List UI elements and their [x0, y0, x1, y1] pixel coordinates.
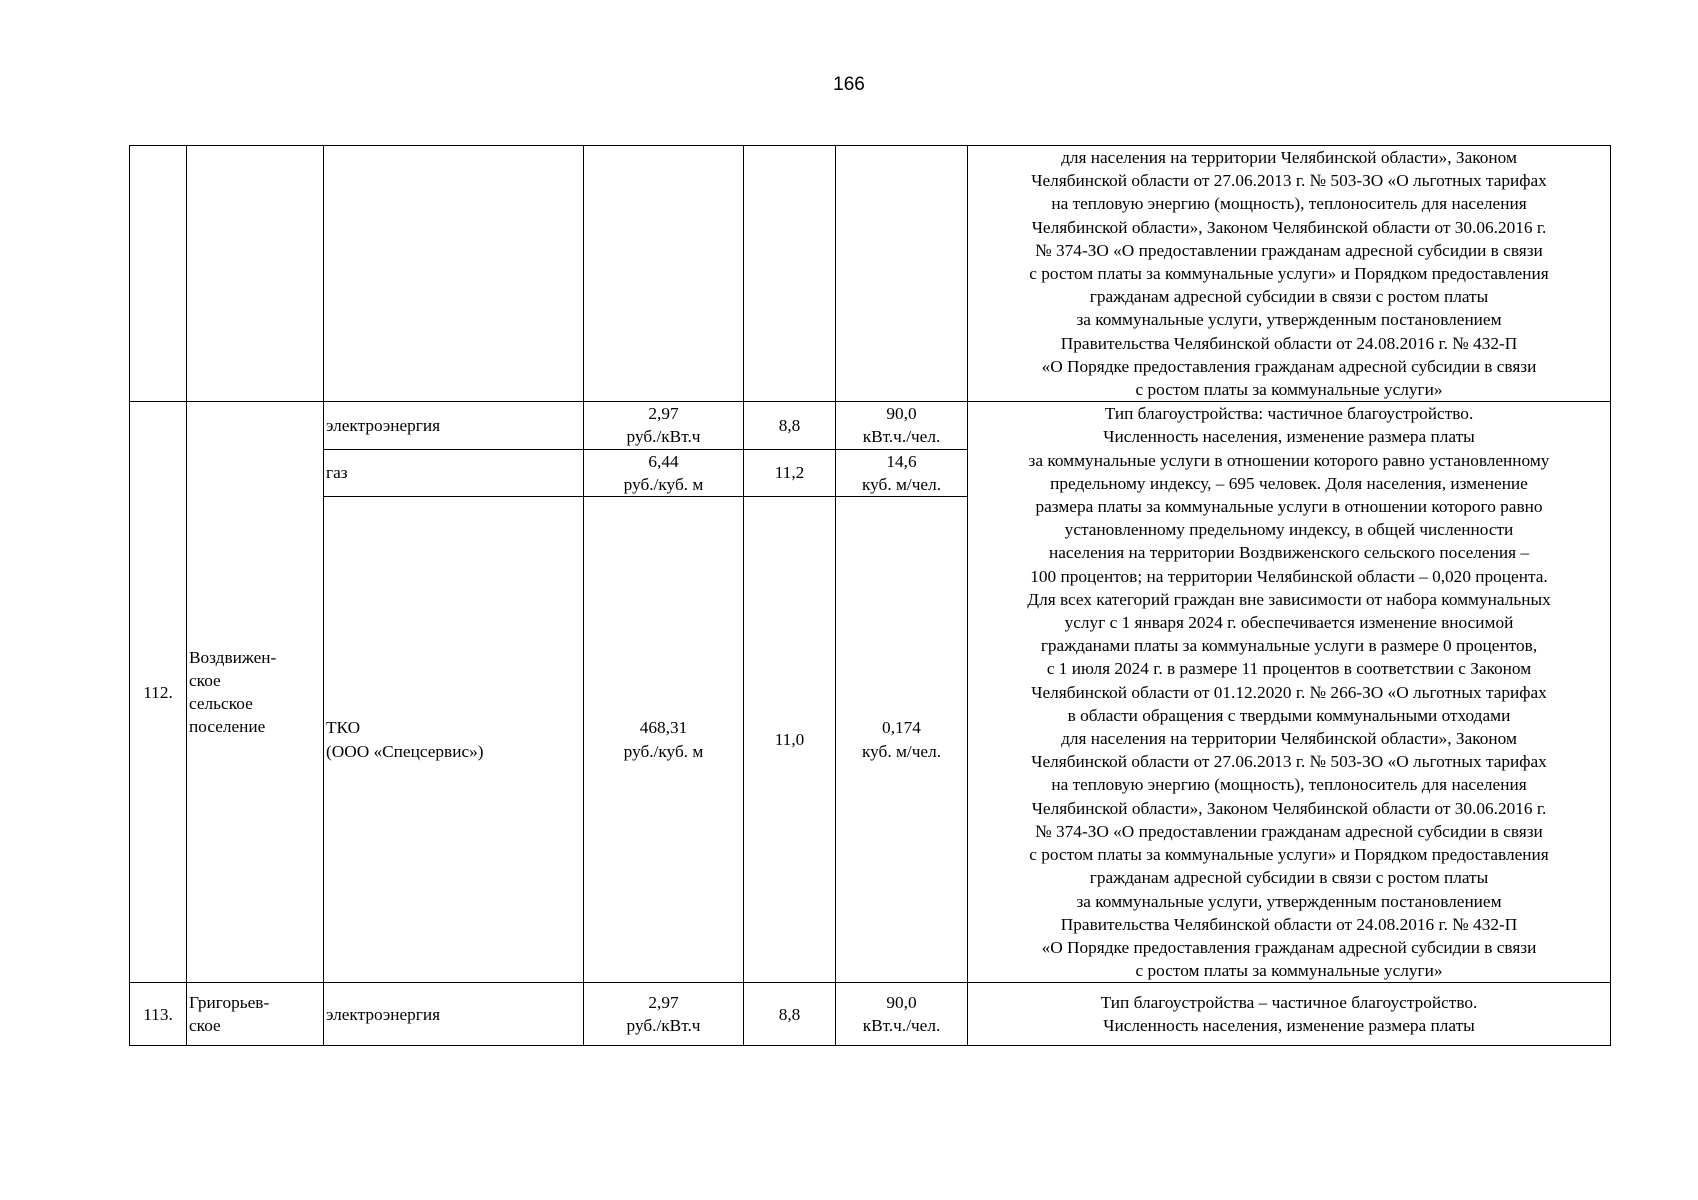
settlement-name: Григорьев- ское — [187, 983, 324, 1046]
index-value: 8,8 — [744, 402, 836, 449]
page-number: 166 — [833, 74, 865, 95]
service-name: электроэнергия — [324, 983, 584, 1046]
norm-value: 90,0 кВт.ч./чел. — [836, 402, 968, 449]
norm-value: 0,174 куб. м/чел. — [836, 497, 968, 983]
tariff-value: 2,97 руб./кВт.ч — [584, 983, 744, 1046]
index-value: 11,0 — [744, 497, 836, 983]
tariff-value: 2,97 руб./кВт.ч — [584, 402, 744, 449]
service-name: ТКО (ООО «Спецсервис») — [324, 497, 584, 983]
index-value: 11,2 — [744, 449, 836, 496]
table-row-continued — [130, 146, 1611, 402]
table-row-112-electricity — [130, 402, 1611, 449]
num-cell-empty — [130, 146, 187, 402]
tariff-table — [129, 145, 1611, 1046]
index-cell-empty — [744, 146, 836, 402]
tariff-cell-empty — [584, 146, 744, 402]
index-value: 8,8 — [744, 983, 836, 1046]
service-name: газ — [324, 449, 584, 496]
row-number: 113. — [130, 983, 187, 1046]
note-cell-113: Тип благоустройства – частичное благоустройство. Численность населения, изменение размера платы — [968, 983, 1611, 1046]
norm-value: 90,0 кВт.ч./чел. — [836, 983, 968, 1046]
table-row-113-electricity — [130, 983, 1611, 1046]
settlement-name: Воздвижен- ское сельское поселение — [187, 402, 324, 983]
norm-value: 14,6 куб. м/чел. — [836, 449, 968, 496]
note-cell-112: Тип благоустройства: частичное благоустройство. Численность населения, изменение размера платы за коммунальные услуги в отношении которого равно установленному предельному индексу, – 695 человек. Доля населения, изменение размера платы за коммунальные услуги в отношении которого равно установленному предельному индексу, в общей численности населения на территории Воздвиженского сельского поселения – 100 процентов; на территории Челябинской области – 0,020 процента. Для всех категорий граждан вне зависимости от набора коммунальных услуг с 1 января 2024 г. обеспечивается изменение вносимой гражданами платы за коммунальные услуги в размере 0 процентов, с 1 июля 2024 г. в размере 11 процентов в соответствии с Законом Челябинской области от 01.12.2020 г. № 266-ЗО «О льготных тарифах в области обращения с твердыми коммунальными отходами для населения на территории Челябинской области», Законом Челябинской области от 27.06.2013 г. № 503-ЗО «О льготных тарифах на тепловую энергию (мощность), теплоноситель для населения Челябинской области», Законом Челябинской области от 30.06.2016 г. № 374-ЗО «О предоставлении гражданам адресной субсидии в связи с ростом платы за коммунальные услуги» и Порядком предоставления гражданам адресной субсидии в связи с ростом платы за коммунальные услуги, утвержденным постановлением Правительства Челябинской области от 24.08.2016 г. № 432-П «О Порядке предоставления гражданам адресной субсидии в связи с ростом платы за коммунальные услуги» — [968, 402, 1611, 983]
norm-cell-empty — [836, 146, 968, 402]
tariff-value: 468,31 руб./куб. м — [584, 497, 744, 983]
row-number: 112. — [130, 402, 187, 983]
service-name: электроэнергия — [324, 402, 584, 449]
tariff-value: 6,44 руб./куб. м — [584, 449, 744, 496]
note-cell-continued: для населения на территории Челябинской области», Законом Челябинской области от 27.06.2013 г. № 503-ЗО «О льготных тарифах на тепловую энергию (мощность), теплоноситель для населения Челябинской области», Законом Челябинской области от 30.06.2016 г. № 374-ЗО «О предоставлении гражданам адресной субсидии в связи с ростом платы за коммунальные услуги» и Порядком предоставления гражданам адресной субсидии в связи с ростом платы за коммунальные услуги, утвержденным постановлением Правительства Челябинской области от 24.08.2016 г. № 432-П «О Порядке предоставления гражданам адресной субсидии в связи с ростом платы за коммунальные услуги» — [968, 146, 1611, 402]
settlement-cell-empty — [187, 146, 324, 402]
service-cell-empty — [324, 146, 584, 402]
